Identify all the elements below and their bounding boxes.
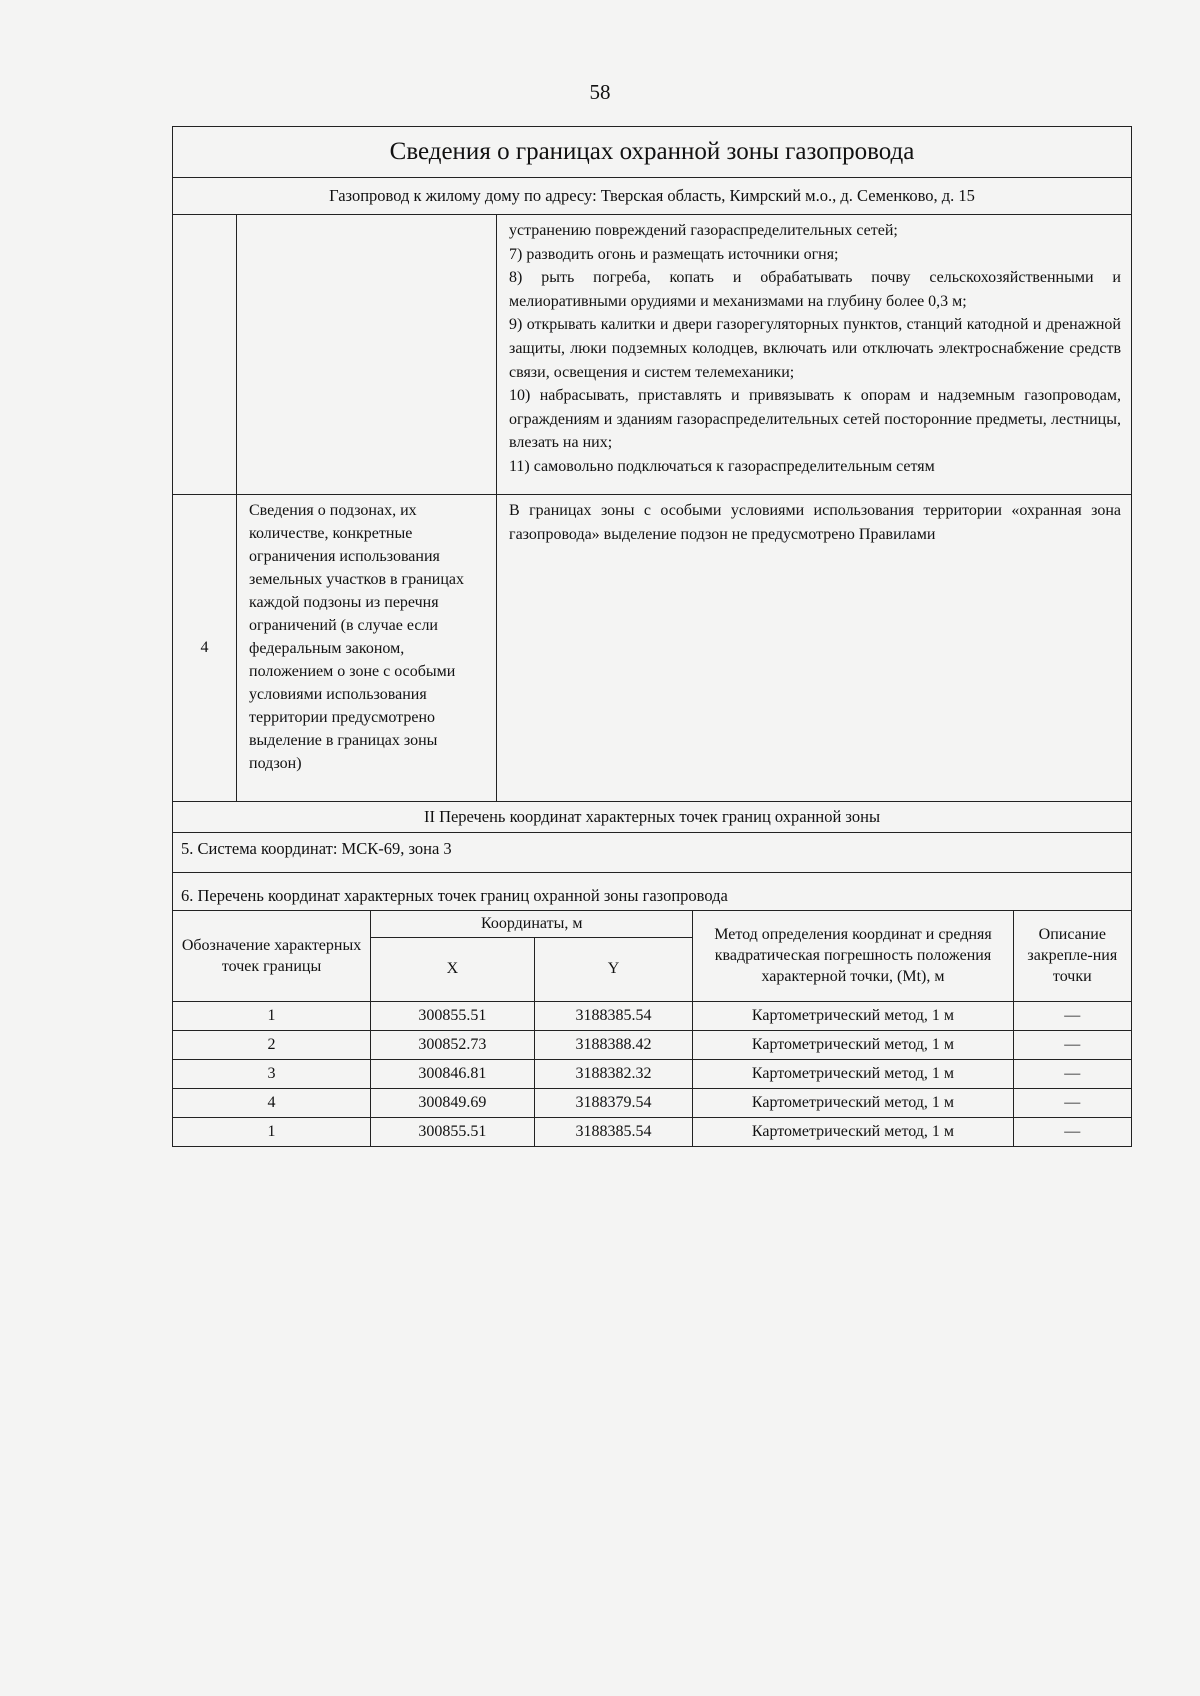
cell-method: Картометрический метод, 1 м xyxy=(693,1059,1013,1088)
document-title: Сведения о границах охранной зоны газопровода xyxy=(173,127,1131,178)
cell-point: 1 xyxy=(173,1117,371,1146)
subzones-row xyxy=(173,495,1131,802)
header-y: Y xyxy=(534,937,693,1001)
cell-point: 2 xyxy=(173,1030,371,1059)
cell-description: — xyxy=(1013,1059,1131,1088)
coordinate-system: 5. Система координат: МСК-69, зона 3 xyxy=(173,833,1131,873)
cell-y: 3188385.54 xyxy=(534,1117,693,1146)
table-row xyxy=(173,1001,1131,1030)
restriction-paragraph: 11) самовольно подключаться к газораспределительным сетям xyxy=(509,457,935,475)
cell-y: 3188382.32 xyxy=(534,1059,693,1088)
header-x: X xyxy=(371,937,535,1001)
coordinates-list-title: 6. Перечень координат характерных точек границ охранной зоны газопровода xyxy=(173,873,1131,911)
header-method xyxy=(693,911,1013,1001)
restriction-paragraph: 8) рыть погреба, копать и обрабатывать почву сельскохозяйственными и мелиоративными орудиями и механизмами на глубину более 0,3 м; xyxy=(509,269,1121,310)
restrictions-text-cell xyxy=(497,215,1131,494)
cell-method: Картометрический метод, 1 м xyxy=(693,1088,1013,1117)
cell-point: 3 xyxy=(173,1059,371,1088)
cell-x: 300855.51 xyxy=(371,1001,535,1030)
coordinates-table xyxy=(173,911,1131,1146)
cell-method: Картометрический метод, 1 м xyxy=(693,1001,1013,1030)
cell-x: 300855.51 xyxy=(371,1117,535,1146)
cell-method: Картометрический метод, 1 м xyxy=(693,1030,1013,1059)
cell-x: 300852.73 xyxy=(371,1030,535,1059)
page-number: 58 xyxy=(589,80,611,104)
cell-x: 300846.81 xyxy=(371,1059,535,1088)
row-name-cell xyxy=(237,215,497,494)
document-table xyxy=(172,126,1132,1147)
table-row xyxy=(173,1030,1131,1059)
table-row xyxy=(173,1088,1131,1117)
restriction-paragraph: 9) открывать калитки и двери газорегуляторных пунктов, станций катодной и дренажной защиты, люки подземных колодцев, включать или отключать электроснабжение средств связи, освещения и систем телемеханики; xyxy=(509,316,1121,381)
cell-y: 3188379.54 xyxy=(534,1088,693,1117)
header-point: Обозначение характерных точек границы xyxy=(173,911,371,1001)
section-2-title: II Перечень координат характерных точек границ охранной зоны xyxy=(173,802,1131,833)
header-coordinates: Координаты, м xyxy=(371,911,693,937)
cell-description: — xyxy=(1013,1117,1131,1146)
cell-y: 3188388.42 xyxy=(534,1030,693,1059)
header-method-text: Метод определения координат и средняя квадратическая погрешность положения характерной точки, (Mt), м xyxy=(714,926,992,986)
cell-method: Картометрический метод, 1 м xyxy=(693,1117,1013,1146)
subzones-name-cell: Сведения о подзонах, их количестве, конкретные ограничения использования земельных участков в границах каждой подзоны из перечня ограничений (в случае если федеральным законом, положением о зоне с особыми условиями использования территории предусмотрено выделение в границах зоны подзон) xyxy=(237,495,497,801)
gas-pipeline-address: Газопровод к жилому дому по адресу: Тверская область, Кимрский м.о., д. Семенково, д. 15 xyxy=(173,178,1131,215)
restriction-paragraph: 10) набрасывать, приставлять и привязывать к опорам и надземным газопроводам, ограждениям и зданиям газораспределительных сетей посторонние предметы, лестницы, влезать на них; xyxy=(509,387,1121,452)
cell-description: — xyxy=(1013,1030,1131,1059)
table-row xyxy=(173,1117,1131,1146)
restriction-paragraph: устранению повреждений газораспределительных сетей; xyxy=(509,222,898,239)
cell-point: 4 xyxy=(173,1088,371,1117)
header-description: Описание закрепле-ния точки xyxy=(1013,911,1131,1001)
cell-description: — xyxy=(1013,1088,1131,1117)
restriction-paragraph: 7) разводить огонь и размещать источники огня; xyxy=(509,245,839,263)
cell-point: 1 xyxy=(173,1001,371,1030)
cell-y: 3188385.54 xyxy=(534,1001,693,1030)
subzones-text-cell: В границах зоны с особыми условиями использования территории «охранная зона газопровода» выделение подзон не предусмотрено Правилами xyxy=(509,502,1121,543)
cell-description: — xyxy=(1013,1001,1131,1030)
row-number-cell xyxy=(173,215,237,494)
row-number-cell: 4 xyxy=(173,495,237,801)
table-row xyxy=(173,1059,1131,1088)
restrictions-row-continued xyxy=(173,215,1131,495)
cell-x: 300849.69 xyxy=(371,1088,535,1117)
